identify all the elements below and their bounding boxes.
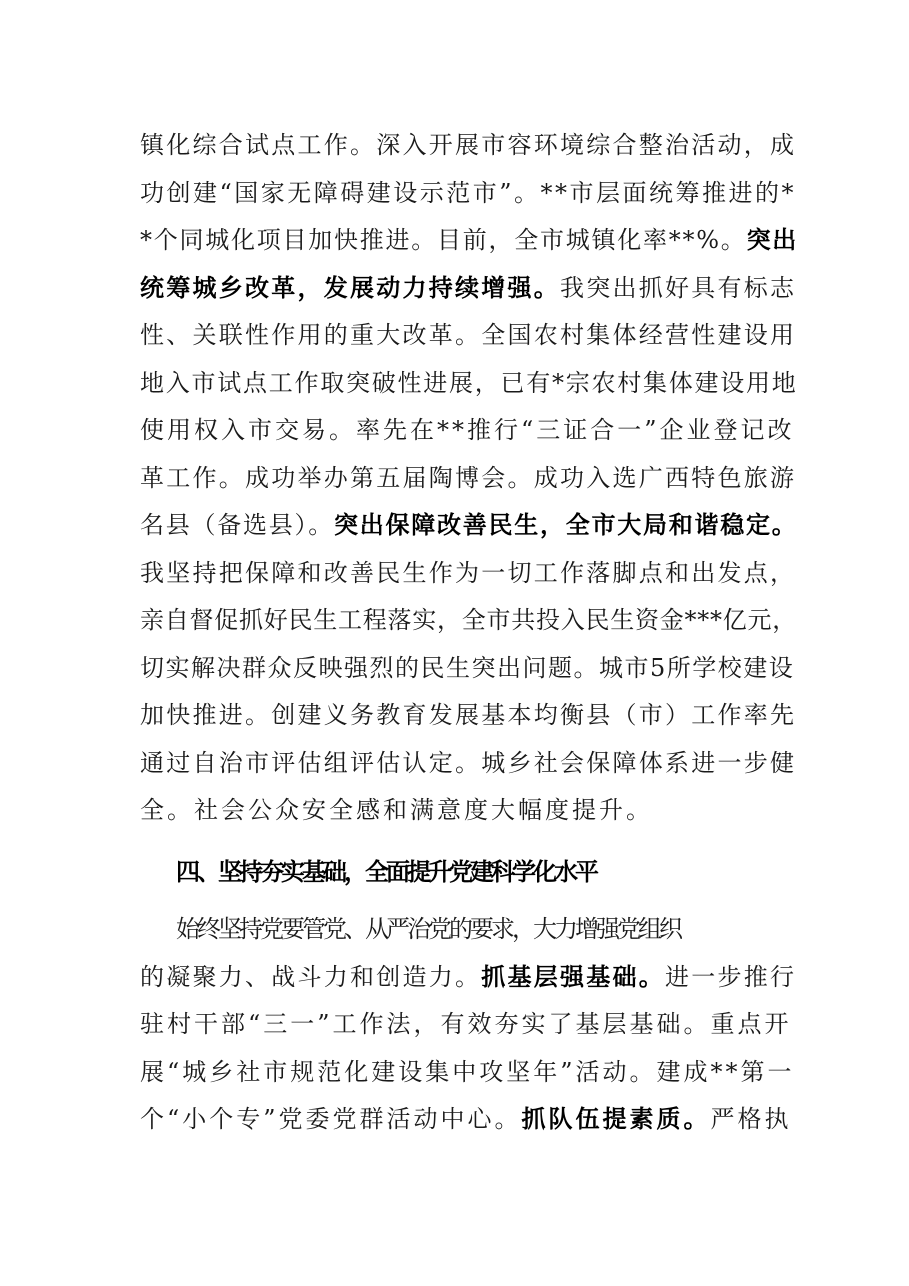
bold-text: 抓基层强基础。 — [481, 961, 665, 991]
paragraph-1-line — [140, 223, 800, 257]
paragraph-2-line — [140, 1007, 800, 1041]
paragraph-1-line — [140, 128, 800, 162]
paragraph-1-line — [140, 698, 800, 732]
body-text: 通过自治市评估组评估认定。城乡社会保障体系进一步健 — [140, 748, 797, 777]
paragraph-1-line — [140, 461, 800, 495]
body-text: 革工作。成功举办第五届陶博会。成功入选广西特色旅游 — [140, 463, 797, 492]
body-text: 进一步推行 — [665, 962, 797, 991]
body-text: 严格执 — [710, 1105, 792, 1133]
paragraph-1-line — [140, 271, 800, 305]
body-text: *个同城化项目加快推进。目前，全市城镇化率**%。 — [140, 226, 747, 254]
body-text: 全。社会公众安全感和满意度大幅度提升。 — [140, 796, 653, 824]
bold-text: 统筹城乡改革，发展动力持续增强。 — [140, 272, 560, 302]
body-text: 我突出抓好具有标志 — [560, 273, 797, 302]
paragraph-1-line — [140, 176, 800, 210]
body-text: 加快推进。创建义务教育发展基本均衡县（市）工作率先 — [140, 701, 797, 729]
paragraph-2-line — [140, 1102, 800, 1136]
bold-text: 抓队伍提素质。 — [521, 1104, 711, 1133]
paragraph-1-line — [140, 366, 800, 400]
paragraph-1-line — [140, 651, 800, 685]
body-text: 性、关联性作用的重大改革。全国农村集体经营性建设用 — [140, 321, 797, 349]
body-text: 镇化综合试点工作。深入开展市容环境综合整治活动，成 — [140, 131, 797, 159]
bold-text: 突出保障改善民生，全市大局和谐稳定。 — [334, 510, 798, 539]
paragraph-1-line — [140, 603, 800, 637]
body-text: 亲自督促抓好民生工程落实，全市共投入民生资金***亿元， — [140, 606, 797, 634]
body-text: 名县（备选县）。 — [140, 511, 334, 539]
paragraph-1-line — [140, 508, 800, 542]
body-text: 功创建“国家无障碍建设示范市”。**市层面统筹推进的* — [140, 178, 797, 207]
body-text: 驻村干部“三一”工作法，有效夯实了基层基础。重点开 — [140, 1010, 792, 1038]
paragraph-1-line — [140, 793, 800, 827]
paragraph-1-line — [140, 413, 800, 447]
paragraph-1-line — [140, 746, 800, 780]
body-text: 我坚持把保障和改善民生作为一切工作落脚点和出发点， — [140, 558, 797, 587]
body-text: 展“城乡社市规范化建设集中攻坚年”活动。建成**第一 — [140, 1057, 795, 1086]
body-text: 使用权入市交易。率先在**推行“三证合一”企业登记改 — [140, 416, 795, 444]
body-text: 始终坚持党要管党、从严治党的要求，大力增强党组织 — [176, 915, 680, 943]
paragraph-1-line — [140, 556, 800, 590]
body-text: 的凝聚力、战斗力和创造力。 — [140, 962, 482, 991]
body-text: 地入市试点工作取突破性进展，已有*宗农村集体建设用地 — [140, 368, 798, 397]
paragraph-2-line — [140, 960, 800, 994]
body-text: 切实解决群众反映强烈的民生突出问题。城市5所学校建设 — [140, 653, 795, 682]
paragraph-1-line — [140, 318, 800, 352]
body-text: 个“小个专”党委党群活动中心。 — [140, 1105, 522, 1133]
bold-text: 突出 — [746, 225, 799, 254]
paragraph-2-line — [176, 912, 836, 946]
paragraph-2-line — [140, 1055, 800, 1089]
section-heading: 四、坚持夯实基础，全面提升党建科学化水平 — [176, 857, 596, 886]
